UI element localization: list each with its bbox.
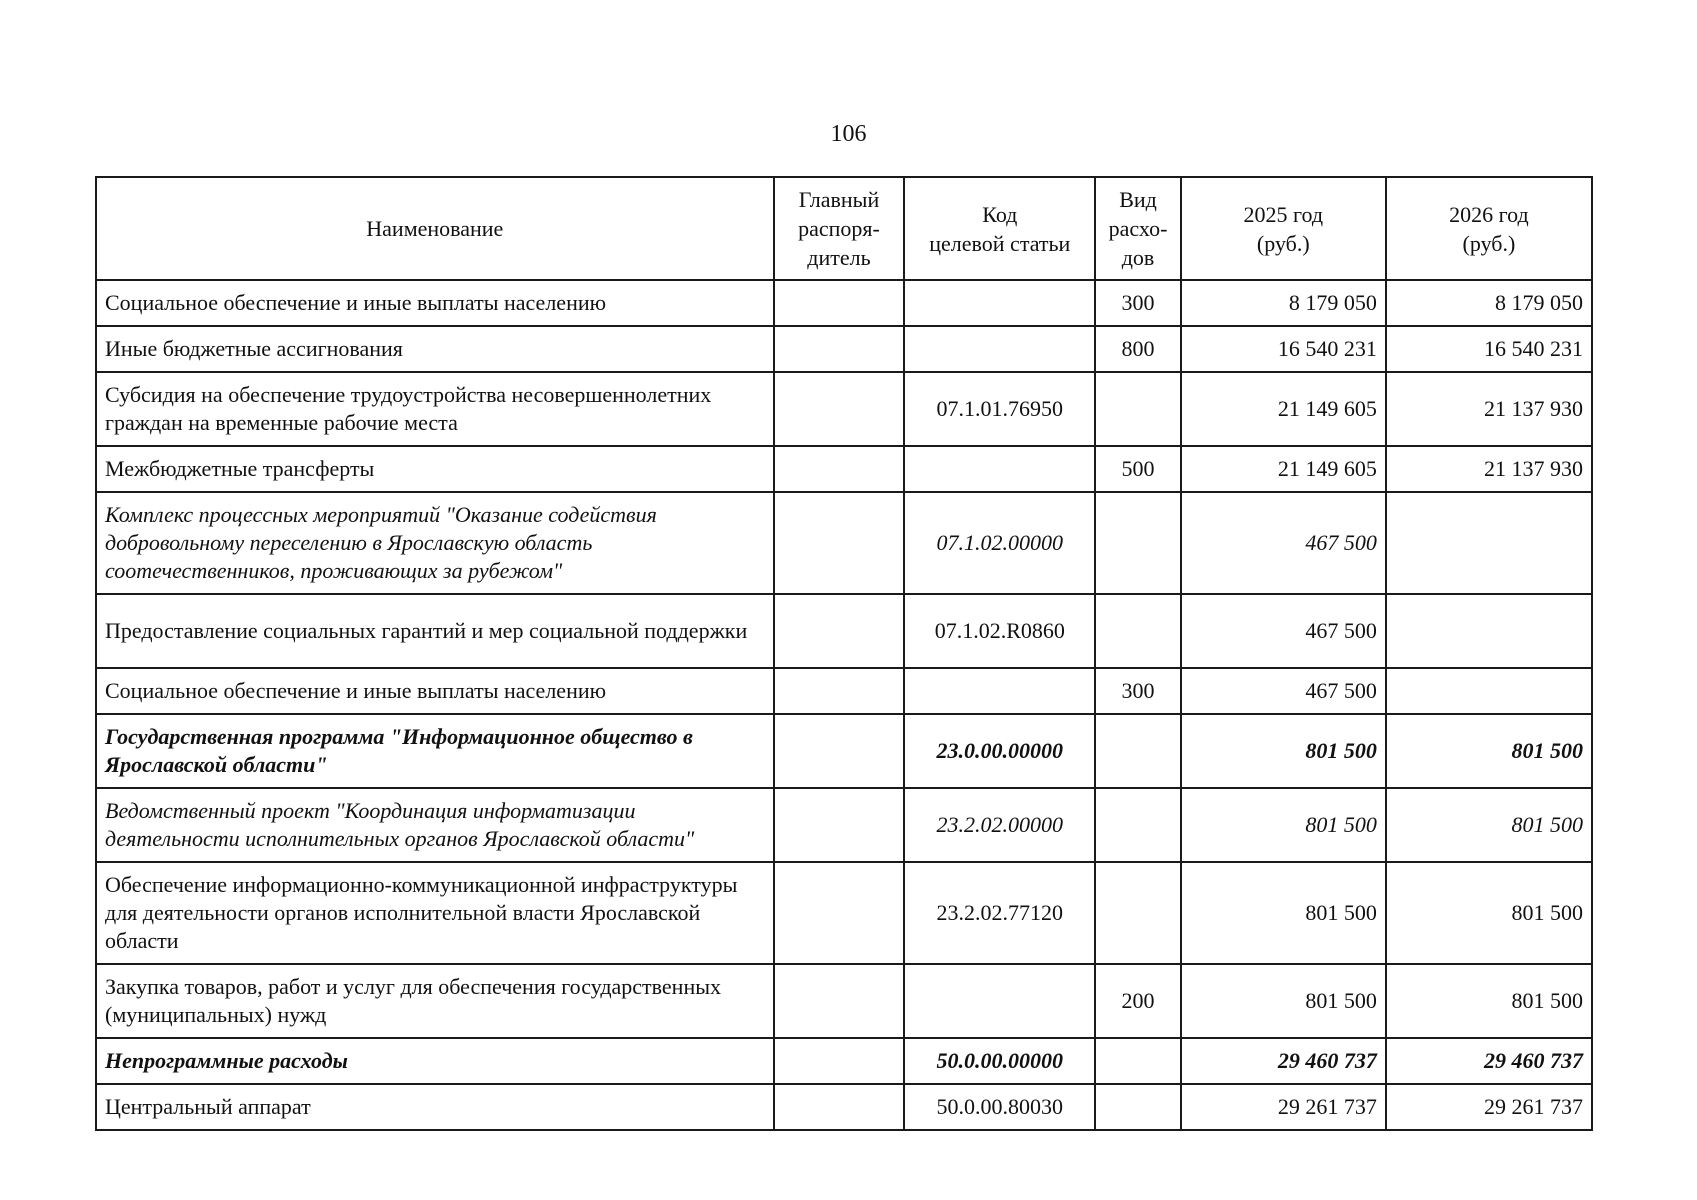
row-kind xyxy=(1095,714,1180,788)
row-code: 07.1.02.00000 xyxy=(904,492,1095,594)
row-amount-2026: 29 261 737 xyxy=(1386,1084,1592,1130)
header-2026 xyxy=(1386,177,1592,280)
table-row xyxy=(96,326,1592,372)
row-kind xyxy=(1095,862,1180,964)
header-manager-line-1: Главный xyxy=(798,187,880,212)
row-kind: 300 xyxy=(1095,668,1180,714)
row-amount-2026: 801 500 xyxy=(1386,788,1592,862)
row-name: Субсидия на обеспечение трудоустройства несовершеннолетних граждан на временные рабочие места xyxy=(96,372,774,446)
row-kind xyxy=(1095,788,1180,862)
row-manager xyxy=(774,492,905,594)
budget-table xyxy=(95,176,1593,1131)
row-amount-2026: 21 137 930 xyxy=(1386,372,1592,446)
row-amount-2026 xyxy=(1386,668,1592,714)
row-code xyxy=(904,280,1095,326)
header-2025-line-2: (руб.) xyxy=(1256,230,1310,256)
row-code: 23.0.00.00000 xyxy=(904,714,1095,788)
row-name: Социальное обеспечение и иные выплаты населению xyxy=(96,280,774,326)
row-code: 50.0.00.00000 xyxy=(904,1038,1095,1084)
header-code-line-2: целевой статьи xyxy=(929,230,1071,256)
table-row xyxy=(96,492,1592,594)
header-kind-line-2: расхо- xyxy=(1108,216,1168,241)
row-amount-2026: 16 540 231 xyxy=(1386,326,1592,372)
row-manager xyxy=(774,280,905,326)
row-code: 23.2.02.77120 xyxy=(904,862,1095,964)
row-manager xyxy=(774,862,905,964)
row-amount-2026 xyxy=(1386,492,1592,594)
row-kind xyxy=(1095,1038,1180,1084)
row-code: 23.2.02.00000 xyxy=(904,788,1095,862)
row-name: Непрограммные расходы xyxy=(96,1038,774,1084)
row-code: 07.1.02.R0860 xyxy=(904,594,1095,668)
table-row xyxy=(96,1084,1592,1130)
row-amount-2025: 21 149 605 xyxy=(1181,446,1386,492)
row-amount-2026: 801 500 xyxy=(1386,714,1592,788)
header-kind xyxy=(1095,177,1180,280)
table-row xyxy=(96,280,1592,326)
row-name: Государственная программа "Информационное общество в Ярославской области" xyxy=(96,714,774,788)
table-row xyxy=(96,446,1592,492)
header-code xyxy=(904,177,1095,280)
header-2026-line-2: (руб.) xyxy=(1462,230,1516,256)
row-amount-2025: 467 500 xyxy=(1181,668,1386,714)
header-2025-line-1: 2025 год xyxy=(1243,201,1324,227)
row-amount-2025: 467 500 xyxy=(1181,492,1386,594)
header-manager-line-3: дитель xyxy=(807,245,871,270)
table-row xyxy=(96,964,1592,1038)
row-amount-2026: 801 500 xyxy=(1386,862,1592,964)
row-kind xyxy=(1095,594,1180,668)
row-name: Закупка товаров, работ и услуг для обеспечения государственных (муниципальных) нужд xyxy=(96,964,774,1038)
row-name: Обеспечение информационно-коммуникационной инфраструктуры для деятельности органов исполнительной власти Ярославской области xyxy=(96,862,774,964)
table-row xyxy=(96,594,1592,668)
row-amount-2026: 21 137 930 xyxy=(1386,446,1592,492)
header-manager xyxy=(774,177,905,280)
header-code-line-1: Код xyxy=(982,201,1018,227)
row-name: Комплекс процессных мероприятий "Оказание содействия добровольному переселению в Ярославскую область соотечественников, проживающих за рубежом" xyxy=(96,492,774,594)
row-manager xyxy=(774,964,905,1038)
header-name: Наименование xyxy=(96,177,774,280)
row-code: 07.1.01.76950 xyxy=(904,372,1095,446)
row-amount-2026: 8 179 050 xyxy=(1386,280,1592,326)
row-kind xyxy=(1095,492,1180,594)
row-manager xyxy=(774,668,905,714)
row-code xyxy=(904,668,1095,714)
row-amount-2025: 801 500 xyxy=(1181,714,1386,788)
row-name: Ведомственный проект "Координация информатизации деятельности исполнительных органов Ярославской области" xyxy=(96,788,774,862)
header-manager-line-2: распоря- xyxy=(798,216,880,241)
row-kind: 800 xyxy=(1095,326,1180,372)
header-2026-line-1: 2026 год xyxy=(1449,201,1529,227)
row-name: Иные бюджетные ассигнования xyxy=(96,326,774,372)
row-amount-2026 xyxy=(1386,594,1592,668)
row-amount-2025: 801 500 xyxy=(1181,788,1386,862)
row-manager xyxy=(774,594,905,668)
row-name: Центральный аппарат xyxy=(96,1084,774,1130)
row-amount-2025: 801 500 xyxy=(1181,964,1386,1038)
row-amount-2025: 8 179 050 xyxy=(1181,280,1386,326)
row-amount-2026: 29 460 737 xyxy=(1386,1038,1592,1084)
row-code xyxy=(904,446,1095,492)
row-code: 50.0.00.80030 xyxy=(904,1084,1095,1130)
row-name: Социальное обеспечение и иные выплаты населению xyxy=(96,668,774,714)
row-kind xyxy=(1095,1084,1180,1130)
row-kind xyxy=(1095,372,1180,446)
row-manager xyxy=(774,326,905,372)
row-manager xyxy=(774,788,905,862)
row-code xyxy=(904,326,1095,372)
row-manager xyxy=(774,714,905,788)
row-name: Предоставление социальных гарантий и мер социальной поддержки xyxy=(96,594,774,668)
row-name: Межбюджетные трансферты xyxy=(96,446,774,492)
row-kind: 500 xyxy=(1095,446,1180,492)
row-manager xyxy=(774,1084,905,1130)
row-manager xyxy=(774,372,905,446)
header-kind-line-1: Вид xyxy=(1119,187,1157,212)
row-amount-2025: 16 540 231 xyxy=(1181,326,1386,372)
header-kind-line-3: дов xyxy=(1121,245,1155,270)
row-manager xyxy=(774,446,905,492)
header-2025 xyxy=(1181,177,1386,280)
row-kind: 300 xyxy=(1095,280,1180,326)
page-number: 106 xyxy=(830,121,867,147)
row-amount-2025: 467 500 xyxy=(1181,594,1386,668)
row-amount-2025: 29 261 737 xyxy=(1181,1084,1386,1130)
row-code xyxy=(904,964,1095,1038)
row-kind: 200 xyxy=(1095,964,1180,1038)
table-row xyxy=(96,862,1592,964)
row-amount-2025: 21 149 605 xyxy=(1181,372,1386,446)
table-row xyxy=(96,372,1592,446)
row-amount-2026: 801 500 xyxy=(1386,964,1592,1038)
row-amount-2025: 29 460 737 xyxy=(1181,1038,1386,1084)
table-row xyxy=(96,714,1592,788)
table-row xyxy=(96,1038,1592,1084)
table-header-row xyxy=(96,177,1592,280)
table-row xyxy=(96,788,1592,862)
table-row xyxy=(96,668,1592,714)
row-amount-2025: 801 500 xyxy=(1181,862,1386,964)
row-manager xyxy=(774,1038,905,1084)
